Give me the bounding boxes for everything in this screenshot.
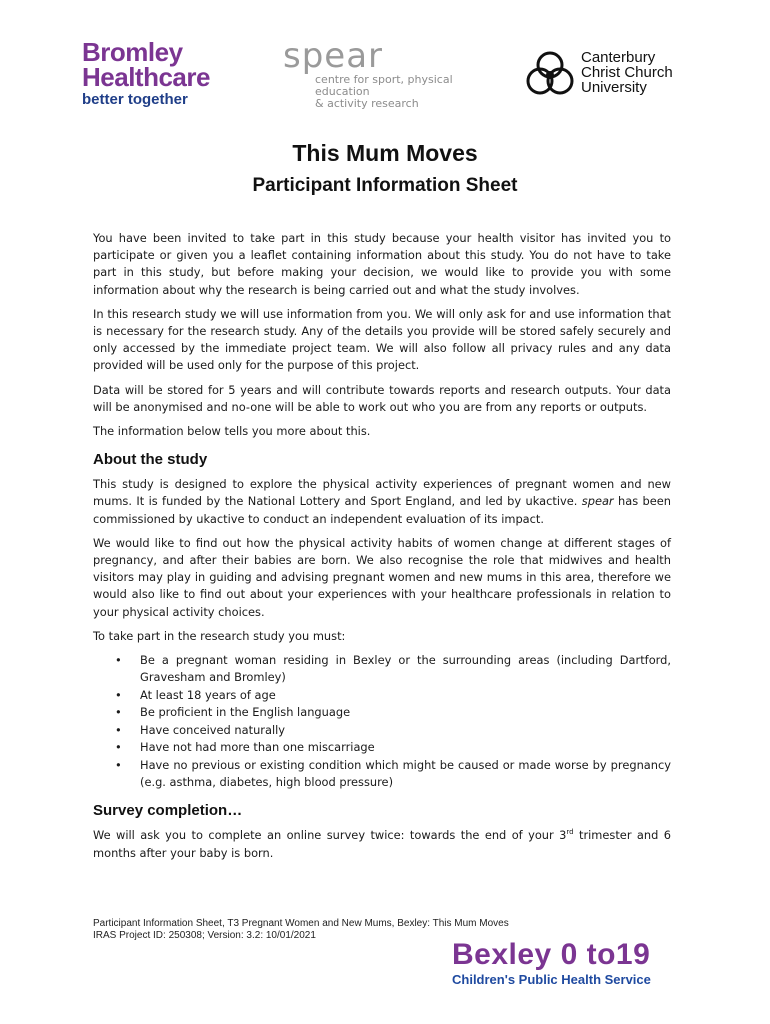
spear-logo-sub1: centre for sport, physical education — [315, 73, 453, 98]
list-item-text: Have not had more than one miscarriage — [140, 740, 375, 755]
about-p1-before: This study is designed to explore the physical activity experiences of pregnant women and new mums. It is funded by the National Lottery and Sport England, and led by ukactive. — [93, 477, 671, 509]
list-item-text: Be a pregnant woman residing in Bexley or the surrounding areas (including Dartford, Gravesham and Bromley) — [140, 653, 671, 685]
spear-emphasis: spear — [581, 494, 614, 509]
list-item — [93, 704, 671, 721]
footer-line-2: IRAS Project ID: 250308; Version: 3.2: 10/01/2021 — [93, 930, 316, 941]
bullet-icon: • — [115, 757, 122, 772]
list-item — [93, 739, 671, 756]
intro-paragraph-1: You have been invited to take part in this study because your health visitor has invited you to participate or given you a leaflet containing information about this study. You do not have to take part in this study, but before making your decision, we would like to provide you with some information about why the research is being carried out and what the study involves. — [93, 231, 671, 297]
cccu-logo-line2: Christ Church — [581, 64, 673, 81]
survey-heading: Survey completion… — [93, 802, 243, 820]
spear-logo-name: spear — [283, 36, 384, 76]
cccu-crest-icon — [525, 48, 575, 98]
list-item-text: Have conceived naturally — [140, 722, 286, 737]
page-title: This Mum Moves — [292, 140, 478, 166]
survey-text-before: We will ask you to complete an online survey twice: towards the end of your 3 — [93, 828, 567, 843]
about-paragraph-3: To take part in the research study you must: — [93, 628, 346, 643]
cccu-logo-line1: Canterbury — [581, 49, 656, 66]
about-p1-after: has been commissioned by ukactive to conduct an independent evaluation of its impact. — [93, 494, 672, 526]
cccu-logo-line3: University — [581, 79, 647, 96]
spear-logo — [283, 38, 493, 110]
bullet-icon: • — [115, 653, 122, 668]
bromley-logo-line1: Bromley — [82, 37, 183, 67]
list-item — [93, 652, 671, 687]
survey-paragraph — [93, 827, 671, 861]
about-paragraph-2: We would like to find out how the physical activity habits of women change at different stages of pregnancy, and after their babies are born. We also recognise the role that midwives and health visitors may play in guiding and advising pregnant women and new mums in this area, therefore we would also like to find out about your experiences with your healthcare professionals in relation to your physical activity choices. — [93, 535, 671, 619]
footer-line-1: Participant Information Sheet, T3 Pregnant Women and New Mums, Bexley: This Mum Moves — [93, 918, 509, 929]
intro-paragraph-3: Data will be stored for 5 years and will contribute towards reports and research outputs. Your data will be anonymised and no-one will be able to work out who you are from any reports or outputs. — [93, 382, 671, 414]
eligibility-list — [93, 652, 671, 791]
list-item-text: Have no previous or existing condition which might be caused or made worse by pregnancy (e.g. asthma, diabetes, high blood pressure) — [140, 757, 671, 789]
bexley-logo-name: Bexley 0 to19 — [452, 938, 651, 971]
bromley-healthcare-logo — [82, 37, 242, 109]
bromley-logo-line2: Healthcare — [82, 62, 210, 92]
bullet-icon: • — [115, 687, 122, 702]
bexley-logo-sub: Children's Public Health Service — [452, 972, 651, 987]
bexley-logo — [452, 940, 672, 988]
list-item — [93, 687, 671, 704]
bullet-icon: • — [115, 722, 122, 737]
survey-text-after: trimester and 6 months after your baby is born. — [93, 828, 671, 860]
list-item-text: At least 18 years of age — [140, 687, 276, 702]
document-body — [93, 230, 671, 869]
bromley-logo-tagline: better together — [82, 91, 188, 108]
about-paragraph-1 — [93, 476, 671, 528]
spear-logo-sub2: & activity research — [315, 97, 419, 110]
list-item — [93, 757, 671, 792]
list-item — [93, 722, 671, 739]
intro-paragraph-2: In this research study we will use information from you. We will only ask for and use information that is necessary for the research study. Any of the details you provide will be stored safely securely and only accessed by the immediate project team. We will also follow all privacy rules and any data provided will be used only for the purpose of this project. — [93, 306, 671, 373]
survey-superscript: rd — [566, 828, 574, 837]
list-item-text: Be proficient in the English language — [140, 705, 351, 720]
page-subtitle: Participant Information Sheet — [252, 175, 518, 196]
bullet-icon: • — [115, 740, 122, 755]
bullet-icon: • — [115, 705, 122, 720]
cccu-logo — [525, 48, 685, 98]
about-heading: About the study — [93, 451, 208, 469]
intro-paragraph-4: The information below tells you more about this. — [93, 424, 371, 439]
